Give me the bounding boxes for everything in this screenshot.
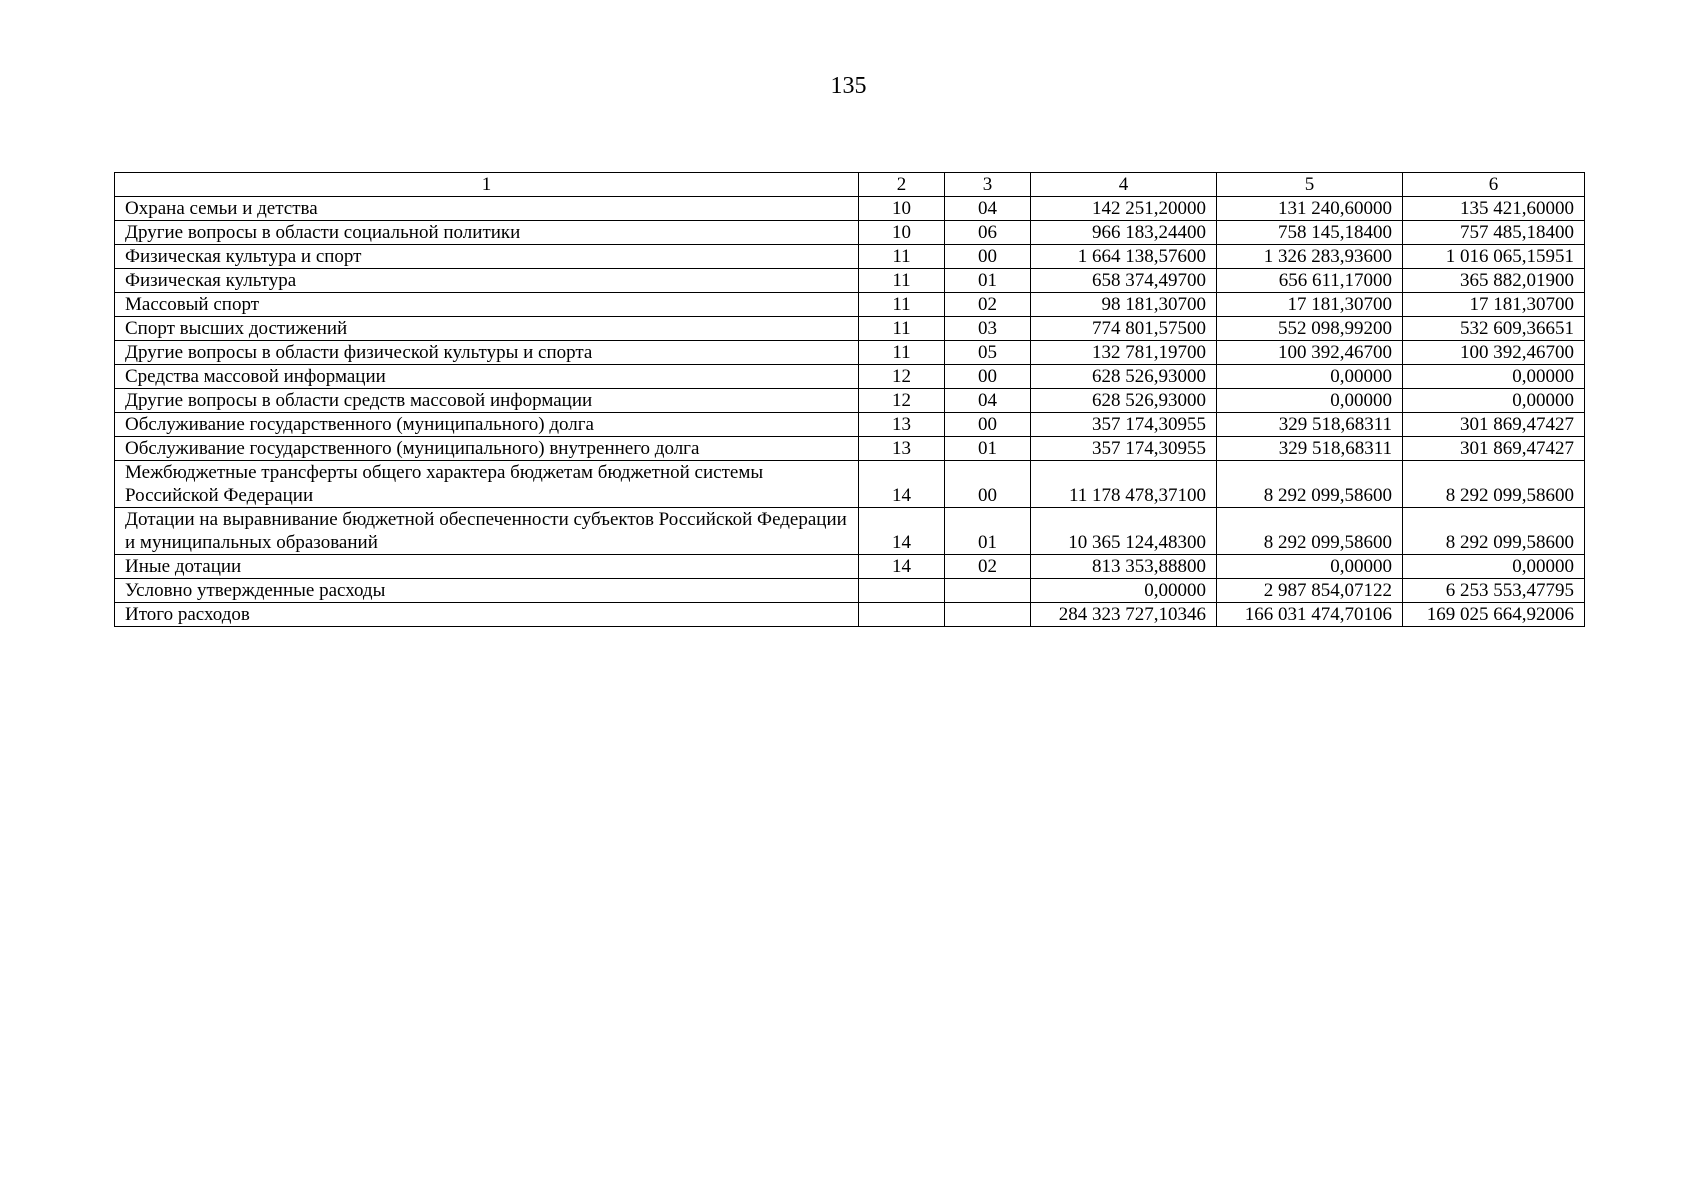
table-row: [115, 555, 1585, 579]
amount-col5-cell: 329 518,68311: [1217, 413, 1403, 437]
subsection-code-cell: 01: [945, 269, 1031, 293]
amount-col4-cell: 10 365 124,48300: [1031, 508, 1217, 555]
amount-col4-cell: 132 781,19700: [1031, 341, 1217, 365]
table-header-row: [115, 173, 1585, 197]
amount-col4-cell: 357 174,30955: [1031, 437, 1217, 461]
section-code-cell: 14: [859, 508, 945, 555]
amount-col6-cell: 0,00000: [1403, 555, 1585, 579]
amount-col6-cell: 8 292 099,58600: [1403, 461, 1585, 508]
table-row: [115, 603, 1585, 627]
amount-col4-cell: 813 353,88800: [1031, 555, 1217, 579]
amount-col5-cell: 8 292 099,58600: [1217, 508, 1403, 555]
amount-col6-cell: 757 485,18400: [1403, 221, 1585, 245]
subsection-code-cell: 00: [945, 461, 1031, 508]
column-header-1: 1: [115, 173, 859, 197]
amount-col6-cell: 0,00000: [1403, 389, 1585, 413]
section-code-cell: 11: [859, 245, 945, 269]
section-code-cell: 13: [859, 413, 945, 437]
section-code-cell: 14: [859, 461, 945, 508]
item-name-cell: Другие вопросы в области физической культуры и спорта: [115, 341, 859, 365]
section-code-cell: 10: [859, 197, 945, 221]
table-row: [115, 365, 1585, 389]
item-name-cell: Другие вопросы в области социальной политики: [115, 221, 859, 245]
section-code-cell: 11: [859, 269, 945, 293]
amount-col4-cell: 11 178 478,37100: [1031, 461, 1217, 508]
amount-col5-cell: 0,00000: [1217, 555, 1403, 579]
table-row: [115, 269, 1585, 293]
amount-col4-cell: 658 374,49700: [1031, 269, 1217, 293]
column-header-6: 6: [1403, 173, 1585, 197]
amount-col5-cell: 2 987 854,07122: [1217, 579, 1403, 603]
amount-col5-cell: 758 145,18400: [1217, 221, 1403, 245]
subsection-code-cell: [945, 579, 1031, 603]
table-row: [115, 197, 1585, 221]
section-code-cell: 12: [859, 389, 945, 413]
subsection-code-cell: 06: [945, 221, 1031, 245]
subsection-code-cell: [945, 603, 1031, 627]
item-name-cell: Межбюджетные трансферты общего характера бюджетам бюджетной системы Российской Федерации: [115, 461, 859, 508]
column-header-5: 5: [1217, 173, 1403, 197]
subsection-code-cell: 01: [945, 437, 1031, 461]
item-name-cell: Итого расходов: [115, 603, 859, 627]
item-name-cell: Средства массовой информации: [115, 365, 859, 389]
subsection-code-cell: 04: [945, 197, 1031, 221]
column-header-3: 3: [945, 173, 1031, 197]
subsection-code-cell: 00: [945, 365, 1031, 389]
amount-col6-cell: 0,00000: [1403, 365, 1585, 389]
amount-col5-cell: 17 181,30700: [1217, 293, 1403, 317]
subsection-code-cell: 00: [945, 245, 1031, 269]
section-code-cell: [859, 579, 945, 603]
item-name-cell: Дотации на выравнивание бюджетной обеспеченности субъектов Российской Федерации и муниципальных образований: [115, 508, 859, 555]
amount-col4-cell: 628 526,93000: [1031, 389, 1217, 413]
amount-col5-cell: 100 392,46700: [1217, 341, 1403, 365]
amount-col5-cell: 1 326 283,93600: [1217, 245, 1403, 269]
amount-col6-cell: 17 181,30700: [1403, 293, 1585, 317]
subsection-code-cell: 04: [945, 389, 1031, 413]
section-code-cell: [859, 603, 945, 627]
table-row: [115, 579, 1585, 603]
table-row: [115, 317, 1585, 341]
amount-col6-cell: 365 882,01900: [1403, 269, 1585, 293]
table-row: [115, 461, 1585, 508]
amount-col4-cell: 966 183,24400: [1031, 221, 1217, 245]
item-name-cell: Физическая культура и спорт: [115, 245, 859, 269]
budget-expenditure-table: [114, 172, 1585, 627]
section-code-cell: 12: [859, 365, 945, 389]
table-row: [115, 389, 1585, 413]
subsection-code-cell: 01: [945, 508, 1031, 555]
item-name-cell: Обслуживание государственного (муниципального) долга: [115, 413, 859, 437]
item-name-cell: Другие вопросы в области средств массовой информации: [115, 389, 859, 413]
column-header-4: 4: [1031, 173, 1217, 197]
amount-col4-cell: 628 526,93000: [1031, 365, 1217, 389]
amount-col4-cell: 0,00000: [1031, 579, 1217, 603]
amount-col5-cell: 329 518,68311: [1217, 437, 1403, 461]
column-header-2: 2: [859, 173, 945, 197]
subsection-code-cell: 05: [945, 341, 1031, 365]
item-name-cell: Условно утвержденные расходы: [115, 579, 859, 603]
section-code-cell: 13: [859, 437, 945, 461]
item-name-cell: Охрана семьи и детства: [115, 197, 859, 221]
item-name-cell: Обслуживание государственного (муниципального) внутреннего долга: [115, 437, 859, 461]
amount-col5-cell: 656 611,17000: [1217, 269, 1403, 293]
page-number: 135: [830, 73, 867, 99]
table-row: [115, 293, 1585, 317]
section-code-cell: 11: [859, 317, 945, 341]
amount-col5-cell: 0,00000: [1217, 365, 1403, 389]
amount-col6-cell: 100 392,46700: [1403, 341, 1585, 365]
subsection-code-cell: 02: [945, 293, 1031, 317]
amount-col6-cell: 169 025 664,92006: [1403, 603, 1585, 627]
table-row: [115, 245, 1585, 269]
amount-col6-cell: 1 016 065,15951: [1403, 245, 1585, 269]
section-code-cell: 11: [859, 341, 945, 365]
subsection-code-cell: 03: [945, 317, 1031, 341]
item-name-cell: Массовый спорт: [115, 293, 859, 317]
amount-col5-cell: 131 240,60000: [1217, 197, 1403, 221]
table-row: [115, 221, 1585, 245]
amount-col4-cell: 98 181,30700: [1031, 293, 1217, 317]
subsection-code-cell: 00: [945, 413, 1031, 437]
item-name-cell: Спорт высших достижений: [115, 317, 859, 341]
amount-col6-cell: 6 253 553,47795: [1403, 579, 1585, 603]
amount-col5-cell: 0,00000: [1217, 389, 1403, 413]
amount-col4-cell: 1 664 138,57600: [1031, 245, 1217, 269]
amount-col5-cell: 552 098,99200: [1217, 317, 1403, 341]
amount-col4-cell: 284 323 727,10346: [1031, 603, 1217, 627]
amount-col6-cell: 532 609,36651: [1403, 317, 1585, 341]
item-name-cell: Физическая культура: [115, 269, 859, 293]
amount-col4-cell: 142 251,20000: [1031, 197, 1217, 221]
section-code-cell: 14: [859, 555, 945, 579]
amount-col4-cell: 774 801,57500: [1031, 317, 1217, 341]
item-name-cell: Иные дотации: [115, 555, 859, 579]
amount-col6-cell: 301 869,47427: [1403, 437, 1585, 461]
table-row: [115, 508, 1585, 555]
amount-col5-cell: 166 031 474,70106: [1217, 603, 1403, 627]
table-row: [115, 437, 1585, 461]
table-row: [115, 341, 1585, 365]
section-code-cell: 10: [859, 221, 945, 245]
amount-col6-cell: 8 292 099,58600: [1403, 508, 1585, 555]
section-code-cell: 11: [859, 293, 945, 317]
amount-col5-cell: 8 292 099,58600: [1217, 461, 1403, 508]
subsection-code-cell: 02: [945, 555, 1031, 579]
table-body: [115, 197, 1585, 627]
amount-col4-cell: 357 174,30955: [1031, 413, 1217, 437]
amount-col6-cell: 301 869,47427: [1403, 413, 1585, 437]
amount-col6-cell: 135 421,60000: [1403, 197, 1585, 221]
table-row: [115, 413, 1585, 437]
